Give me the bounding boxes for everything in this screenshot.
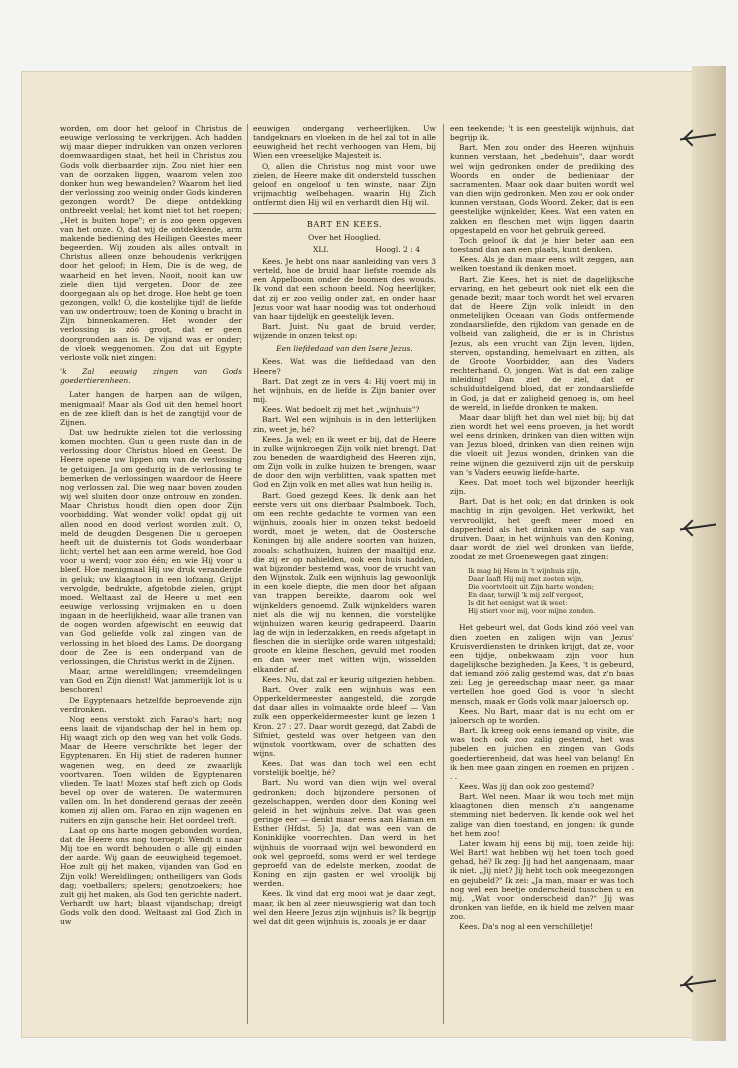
- paragraph: worden, om door het geloof in Christus de eeuwige verlossing te verkrijgen. Ach hadden wij maar dieper indrukken van onzen verloren doemwaardigen staat, het heil in Christus zou Gods volk dierbaarder zijn. Zou niet hier een van de oorzaken liggen, waarom velen zoo donker hun weg bewandelen? Waarom het lied der verlossing zoo weinig onder Gods kinderen gezongen wordt? De diepe ontdekking ontbreekt veelal; het komt niet tot het roepen; „Het is buiten hope"; er is zoo geen opgeven van het onze. O, dat wij de ontdekkende, arm makende bediening des Heiligen Geestes meer begeerden. Wij zouden als alles ontvalt in Christus alleen onze behoudenis verkrijgen door het geloof; in Hem, Die is de weg, de waarheid en het leven. Nooit, nooit kan uw ziele dien tijd vergeten. Door de zee doorgegaan als op het droge. Hoe hebt ge toen gezongen, volk! O, die kostelijke tijd! de liefde van uw ondertrouw; toen de Koning u bracht in Zijn binnenkameren. Het wonder der verlossing is zóó groot, dat er geen doorgronden aan is. De vijand was er onder; de vloek weggenomen. Zou dat uit Egypte verloste volk niet zingen:: [60, 124, 242, 362]
- dialogue-line: Kees. Dat moet toch wel bijzonder heerlijk zijn.: [450, 477, 634, 497]
- paragraph: Laat op ons harte mogen gebonden worden, dat de Heere ons nog toeroept: Wendt u naar Mij toe en wordt behouden o alle gij einden der aarde. Wij gaan de eeuwigheid tegemoet. Hoe zult gij het maken, vijanden van God en Zijn volk! Wereldlingen; ontheiligers van Gods dag; voetballers; spelers; genotzoekers; hoe zult gij het maken, als God ten gerichte nadert. Verhardt uw hart; blaast vijandschap; dreigt Gods volk den dood. Weltaast zal God Zich in uw: [60, 825, 242, 927]
- paragraph: Dat uw bedrukte zielen tot die verlossing komen mochten. Gun u geen ruste dan in de verlossing door Christus bloed en Geest. De Heere opene uw lippen om van de verlossing te getuigen. Ja om gedurig in de verlossing te bemerken de verlossingen waardoor de Heere nog verlossen zal. Die weg naar boven zouden wij wel sluiten door onze ontrouw en zonden. Maar Christus houdt dien open door Zijn voorbidding. Wat wonder volk! opdat gij uit allen nood en dood verlost worden zult. O, meld de deugden Desgenen Die u geroepen heeft uit de duisternis tot Gods wonderbaar licht; vertel het aan een arme wereld, hoe God voor u werd; voor zoo één; en wie Hij voor u bleef. Hoe menigmaal Hij uw druk veranderde in geluk; uw klaagtoon in een lofzang. Grijpt vervolgde, bedrukte, afgetobde zielen, grijpt moed. Weltaast zal de Heere u met een eeuwige verlossing vrijmaken en u doen ingaan in de heerlijkheid, waar alle tranen van de oogen worden afgewischt en eeuwig dat van God geliefde volk zal zingen van de verlossing in het bloed des Lams. De doorgang door de Zee is een onderpand van de verlossingen, die Christus werkt in de Zijnen.: [60, 428, 242, 666]
- dialogue-line: Bart. Ik kreeg ook eens iemand op visite, die was toch ook zoo zalig gestemd, het was jubelen en juichen en zingen van Gods goedertierenheid, dat was heel van belang! En ik ben mee gaan zingen en roemen en prijzen . . .: [450, 726, 634, 781]
- dialogue-line: Kees. Nu Bart, maar dat is nu echt om er jaloersch op te worden.: [450, 706, 634, 725]
- column-2: [253, 124, 436, 1024]
- column-rule: [247, 124, 248, 1024]
- dialogue-line: Bart. Men zou onder des Heeren wijnhuis kunnen verstaan, het „bedehuis", daar wordt wel wijn gedronken onder de prediking des Woords en onder de bedieniaar der sacramenten. Maar ook daar buiten wordt wel van dien wijn gedronken. Men zou er ook onder kunnen verstaan, Gods Woord. Zeker, dat is een geestelijke wijnkelder, Kees. Wat een vaten en zakken en fleschen met wijn liggen daarin opgestapeld en voor het gebruik gereed.: [450, 143, 634, 235]
- page-fold-mark: [680, 976, 716, 990]
- dialogue-line: Kees. Da's nog al een verschilletje!: [459, 922, 593, 932]
- section-divider: [253, 213, 436, 214]
- dialogue-line: Bart. Over zulk een wijnhuis was een Opperkeldermeester aangesteld, die zorgde dat daar alles in volmaakte orde bleef — Van zulk een opperkeldermeester kunt ge lezen 1 Kron. 27 : 27. Daar wordt gezegd, dat Zabdi de Sifniet, gesteld was over hetgeen van den wijnstok voortkwam, over de schatten des wijns.: [253, 684, 436, 758]
- chapter-reference: [253, 245, 436, 254]
- paragraph: Later kwam hij eens bij mij, toen zeide hij: Wel Bart! wat hebben wij het toen toch goed gehad, hé? Ik zeg: Jij had het aangenaam, maar ik niet. „Jij niet? Jij hebt toch ook meegezongen en gejubeld?" Ik zei: „Ja man, maar er was toch nog wel een beetje onderscheid tusschen u en mij. „Wat voor onderscheid dan?" Jij was dronken van liefde, en ik hield me zelven maar zoo.: [450, 838, 634, 922]
- dialogue-line: Bart. Nu word van dien wijn wel overal gedronken; doch bijzondere personen of gezelschappen, werden door den Koning wel geleid in het wijnhuis zelve. Dat was geen geringe eer — denkt maar eens aan Haman en Esther (Hfdst. 5) Ja, dat was een van de Koninklijke voorrechten. Dan werd in het wijnhuis de voorraad wijn wel bewonderd en ook wel geproefd, soms werd er wel terdege geproefd van de edelste merken, zoodat de Koning en zijn gasten er wel vroolijk bij werden.: [253, 778, 436, 889]
- dialogue-line: Kees. Ik vind dat erg mooi wat je daar zegt, maar, ik ben al zeer nieuwsgierig wat dan toch wel den Heere Jezus zijn wijnhuis is? Ik begrijp wel dat dit geen wijnhuis is, zooals je er daar: [253, 889, 436, 926]
- column-rule: [443, 124, 444, 1024]
- paragraph: Het gebeurt wel, dat Gods kind zóó veel van dien zoeten en zaligen wijn van Jezus' Kruisverdiensten te drinken krijgt, dat ze, voor een tijdje, onbekwaam zijn voor hun dagelijksche bezigheden. Ja Kees, 't is gebeurd, dat iemand zóó zalig gestemd was, dat z'n baas zei: Leg je gereedschap maar neer, ga maar vertellen hoe goed God is voor 'n slecht mensch, maak er Gods volk maar jaloersch op.: [450, 623, 634, 706]
- paragraph: Maar, arme wereldlingen; vreemdelingen van God en Zijn dienst! Wat jammerlijk lot is u beschoren!: [60, 667, 242, 695]
- article-subtitle: Over het Hooglied.: [308, 232, 381, 242]
- page-fold-mark: [680, 520, 716, 534]
- poem-line: Is dit het eenigst wat ik weet:: [468, 599, 568, 608]
- poem-verse: [468, 567, 634, 615]
- dialogue-line: Kees. Nu, dat zal er keurig uitgezien hebben.: [262, 674, 436, 684]
- dialogue-line: Kees. Als je dan maar eens wilt zeggen, aan welken toestand ik denken moet.: [450, 255, 634, 274]
- poem-line: Ik mag bij Hem in 't wijnhuis zijn,: [468, 567, 581, 576]
- page-edge: [692, 66, 726, 1041]
- poem-line: Die voortvloeit uit Zijn harte wonden;: [468, 583, 595, 592]
- section-heading: Een liefdedaad van den Isere Jezus.: [276, 344, 413, 354]
- article-title: BART EN KEES.: [306, 219, 383, 230]
- poem-line: En daar, terwijl 'k mij zelf vergeet,: [468, 591, 584, 600]
- dialogue-line: Kees. Wat bedoelt zij met het „wijnhuis"?: [262, 405, 420, 415]
- dialogue-line: Bart. Zie Kees, het is niet de dagelijksche ervaring, en het gebeurt ook niet elk een die genade bezit; maar toch wordt het wel ervaren dat de Heere Zijn volk inleidt in den onmetelijken Oceaan van Gods ontfermende zondaarsliefde, den rijkdom van genade en de volheid van zaligheid, die er is in Christus Jezus, als een vrucht van Zijn leven, lijden, sterven, opstanding, hemelvaart en zitten, als de Groote Voorbidder, aan des Vaders rechterhand. O, jongen. Wat is dat een zalige inleiding! Dan ziet de ziel, dat er schulduitdelgend bloed, dat er zondaarsliefde in God, ja dat er zaligheid genoeg is, om heel de wereld, in liefde dronken te maken.: [450, 274, 634, 412]
- page-fold-mark: [680, 130, 716, 144]
- dialogue-line: Bart. Dat zegt ze in vers 4: Hij voert mij in het wijnhuis, en de liefde is Zijn banier over mij.: [253, 376, 436, 405]
- dialogue-line: Kees. Wat was die liefdedaad van den Heere?: [253, 357, 436, 376]
- column-3: [450, 124, 634, 1024]
- chapter-number: XLI.: [313, 244, 329, 254]
- dialogue-line: Kees. Ja wel; en ik weet er bij, dat de Heere in zulke wijnkroegen Zijn volk niet brengt. Dat zou beneden de waardigheid des Heeren zijn, om Zijn volk in zulke huizen te brengen, waar de door den wijn verblitten, vaak spatten met God en Zijn volk en met alles wat hun heilig is.: [253, 434, 436, 490]
- dialogue-line: Bart. Dat is het ook; en dat drinken is ook machtig in zijn gevolgen. Het verkwikt, het vervroolijkt, het geeft meer moed en dapperheid als het drinken van de sap van druiven. Daar, in het wijnhuis van den Koning, daar wordt de ziel wel dronken van liefde, zoodat ze met Groenewegen gaat zingen:: [450, 497, 634, 562]
- dialogue-line: Bart. Wel een wijnhuis is in den letterlijken zin, weet je, hé?: [253, 415, 436, 434]
- dialogue-line: Bart. Juist. Nu gaat de bruid verder, wijzende in onzen tekst op:: [253, 321, 436, 341]
- dialogue-line: Kees. Was jij dan ook zoo gestemd?: [459, 782, 595, 791]
- quote-line: 'k Zal eeuwig zingen van Gods goedertierenheen.: [60, 367, 242, 386]
- dialogue-line: Kees. Dat was dan toch wel een echt vorstelijk boeltje, hé?: [253, 759, 436, 778]
- poem-line: Daar laaft Hij mij met zoeten wijn,: [468, 575, 584, 584]
- column-1: [60, 124, 242, 1024]
- paragraph: Toch geloof ik dat je hier beter aan een toestand dan aan een plaats, kunt denken.: [450, 235, 634, 255]
- dialogue-line: Bart. Wel neen. Maar ik wou toch met mijn klaagtonen dien mensch z'n aangename stemming niet bederven. Ik kende ook wel het zalige van dien toestand, en jongen: ik gunde het hem zoo!: [450, 792, 634, 838]
- paragraph: Later hangen de harpen aan de wilgen, menigmaal! Maar als God uit den hemel hoort en de zee klieft dan is het de zangtijd voor de Zijnen.: [60, 390, 242, 427]
- paragraph: De Egyptenaars hetzelfde beproevende zijn verdronken.: [60, 695, 242, 714]
- dialogue-line: Kees. Je hebt ons naar aanleiding van vers 3 verteld, hoe de bruid haar liefste roemde als een Appelboom onder de boomen des wouds. Ik vond dat een schoon beeld. Nog heerlijker, dat zij er zoo veilig onder zat, en onder haar Jezus voor wat haar noodig was tot onderhoud van haar tijdelijk en geestelijk leven.: [253, 256, 436, 321]
- paragraph: eeuwigen ondergang verheerlijken. Uw tandgeknars en vloeken in de hel zal tot in alle eeuwigheid het recht verhoogen van Hem, bij Wien een vreeselijke Majesteit is.: [253, 124, 436, 161]
- paragraph: O, allen die Christus nog mist voor uwe zielen, de Heere make dit ondersteld tusschen geloof en ongeloof u ten winste, naar Zijn vrijmachtig welbehagen. waarin Hij Zich ontfermt dien Hij wil en verhardt dien Hij wil.: [253, 161, 436, 208]
- scripture-reference: Hoogl. 2 : 4: [375, 244, 420, 254]
- paragraph: Nog eens verstokt zich Farao's hart; nog eens laait de vijandschap der hel in hem op. Hij waagt zich op den weg van het volk Gods. Maar de Heere verschrikte het leger der Egyptenaren. En Hij stiet de raderen hunner wagenen weg, en deed ze zwaarlijk voortvaren. Toen wilden de Egyptenaren vlieden. Te laat! Mozes staf heft zich op Gods bevel op over de wateren. De watermuren vallen om. In het donderend geraas der zeeën komen zij allen om. Farao en zijn wagenen en ruiters en zijn gansche heir. Het oordeel treft.: [60, 714, 242, 825]
- poem-line: Hij stiert voor mij, voor mijne zonden.: [468, 607, 596, 616]
- paragraph: een teekende; 't is een geestelijk wijnhuis, dat begrijp ik.: [450, 124, 634, 143]
- dialogue-line: Bart. Goed gezegd Kees. Ik denk aan het eerste vers uit ons dierbaar Psalmboek. Toch, om een rechte gedachte te vormen van een wijnhuis, zooals hier in onzen tekst bedoeld wordt, moet je weten, dat de Oostersche Koningen bij alle andere soorten van huizen, zooals: schathuizen, huizen der maaltijd enz. die zij er op nahielden, ook een huis hadden, wat bijzonder bestemd was, voor de vrucht van den Wijnstok. Zulk een wijnhuis lag gewoonlijk in een koele diepte, die men door het afgaan van trappen bereikte, daarom ook wel wijnkelders genoemd. Zulk wijnkelders waren niet als die wij nu kennen, die vorstelijke wijnhuizen waren keurig gedrapeerd. Daarin lag de wijn in lederzakken, en reeds afgetapt in fleschen die in sierlijke orde waren uitgestald; groote en kleine fleschen, gevuld met rooden en dan weer met witten wijn, wisselden elkander af.: [253, 490, 436, 674]
- paragraph: Maar daar blijft het dan wel niet bij; bij dat zien wordt het wel eens proeven, ja het wordt wel eens drinken, drinken van dien witten wijn van Jezus bloed, drinken van dien reinen wijn die vloeit uit Jezus wonden, drinken van die reine wijnen die gezuiverd zijn uit de perskuip van 's Vaders eeuwig liefde-harte.: [450, 412, 634, 477]
